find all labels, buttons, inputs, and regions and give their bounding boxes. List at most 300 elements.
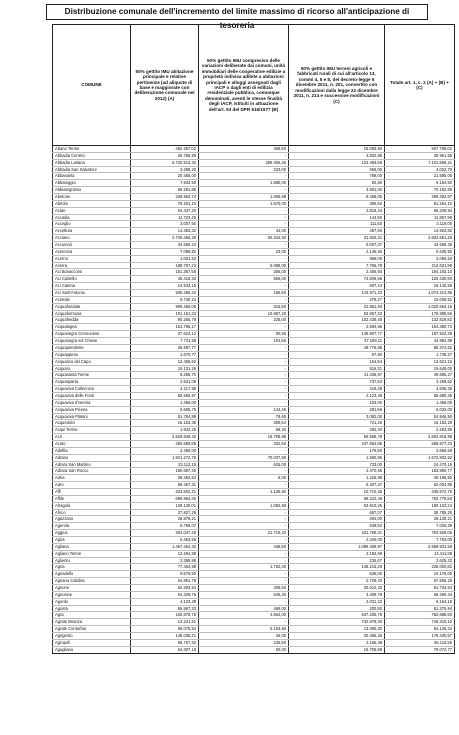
total-cell: 7.101.659,21: [385, 159, 455, 166]
total-cell: 4.636,36: [385, 386, 455, 393]
total-cell: 2.832.651,26: [385, 235, 455, 242]
comune-cell: Abbateggio: [53, 180, 131, 187]
table-row: [53, 262, 455, 269]
comune-cell: Agrate Brianza: [53, 619, 131, 626]
col-c-cell: 8.458,00: [289, 194, 385, 201]
table-row: [53, 317, 455, 324]
col-b-cell: 286.406,36: [199, 159, 289, 166]
col-a-cell: 36.597,77: [131, 344, 199, 351]
col-b-cell: -: [199, 372, 289, 379]
col-c-cell: 30.456,26: [289, 633, 385, 640]
header-total: Totale art. 1, c. 2 (A) + (B) + (C): [385, 25, 455, 146]
col-a-cell: 12.294,88: [131, 550, 199, 557]
comune-cell: Affi: [53, 488, 131, 495]
table-row: [53, 392, 455, 399]
col-b-cell: -: [199, 173, 289, 180]
total-cell: 10.176,00: [385, 571, 455, 578]
comune-cell: Abetone: [53, 194, 131, 201]
col-b-cell: -: [199, 207, 289, 214]
col-a-cell: 23.112,15: [131, 461, 199, 468]
col-c-cell: 2.818,44: [289, 207, 385, 214]
table-row: [53, 344, 455, 351]
col-a-cell: 29.755,98: [131, 152, 199, 159]
col-a-cell: 6.720.513,32: [131, 159, 199, 166]
comune-cell: Abbiategrasso: [53, 187, 131, 194]
col-a-cell: 908.485,05: [131, 303, 199, 310]
total-cell: 1.459,00: [385, 399, 455, 406]
comune-cell: Agropoli: [53, 639, 131, 646]
comune-cell: Agira: [53, 536, 131, 543]
comune-cell: Acireale: [53, 296, 131, 303]
col-a-cell: 101.151,33: [131, 310, 199, 317]
total-cell: 132.829,82: [385, 317, 455, 324]
total-cell: 3.268,62: [385, 379, 455, 386]
total-cell: 70.182,85: [385, 187, 455, 194]
comune-cell: Aci Castello: [53, 276, 131, 283]
col-a-cell: 696.984,36: [131, 495, 199, 502]
col-c-cell: 68.222,49: [289, 495, 385, 502]
col-c-cell: 236,67: [289, 557, 385, 564]
col-b-cell: 21.715,42: [199, 530, 289, 537]
col-a-cell: 4.217,95: [131, 386, 199, 393]
col-c-cell: 968,00: [289, 255, 385, 262]
col-b-cell: 70.037,50: [199, 454, 289, 461]
col-a-cell: 3.298,20: [131, 166, 199, 173]
col-c-cell: 737,53: [289, 379, 385, 386]
table-row: [53, 296, 455, 303]
col-c-cell: 281,66: [289, 406, 385, 413]
comune-cell: Abano Terme: [53, 146, 131, 153]
col-a-cell: 64.307,18: [131, 646, 199, 653]
table-row: [53, 536, 455, 543]
total-cell: 51.375,94: [385, 605, 455, 612]
col-c-cell: 10.710,25: [289, 488, 385, 495]
col-a-cell: 3.007,50: [131, 221, 199, 228]
col-c-cell: 637.205,78: [289, 612, 385, 619]
comune-cell: Accadia: [53, 214, 131, 221]
total-cell: 12.621,16: [385, 358, 455, 365]
comune-cell: Abbadia San Salvatore: [53, 166, 131, 173]
total-cell: 11.867,95: [385, 214, 455, 221]
col-a-cell: 83.555,97: [131, 392, 199, 399]
col-b-cell: -: [199, 509, 289, 516]
col-a-cell: 189.767,23: [131, 262, 199, 269]
col-a-cell: 77.484,98: [131, 564, 199, 571]
col-a-cell: 59.467,31: [131, 482, 199, 489]
col-a-cell: 129.130,01: [131, 502, 199, 509]
col-b-cell: 368,50: [199, 146, 289, 153]
col-b-cell: -: [199, 221, 289, 228]
col-a-cell: 1.670,77: [131, 351, 199, 358]
table-row: [53, 303, 455, 310]
table-row: [53, 509, 455, 516]
col-a-cell: 301.047,48: [131, 530, 199, 537]
col-c-cell: 431.769,31: [289, 530, 385, 537]
col-b-cell: 104,55: [199, 338, 289, 345]
col-c-cell: 1.089.409,97: [289, 543, 385, 550]
col-c-cell: 144,50: [289, 214, 385, 221]
comune-cell: Affile: [53, 495, 131, 502]
total-cell: 15.140,58: [385, 283, 455, 290]
comune-cell: Aci Catena: [53, 283, 131, 290]
col-a-cell: 936.466,32: [131, 290, 199, 297]
col-a-cell: 6.759,07: [131, 523, 199, 530]
comune-cell: Acquaro: [53, 365, 131, 372]
col-c-cell: 111,50: [289, 221, 385, 228]
table-row: [53, 180, 455, 187]
col-a-cell: 4.123,39: [131, 598, 199, 605]
table-row: [53, 585, 455, 592]
col-b-cell: -: [199, 296, 289, 303]
table-row: [53, 413, 455, 420]
col-b-cell: 90,50: [199, 331, 289, 338]
col-a-cell: 2.528.848,32: [131, 434, 199, 441]
table-row: [53, 331, 455, 338]
col-a-cell: 14.392,32: [131, 228, 199, 235]
comune-cell: Aggius: [53, 530, 131, 537]
col-c-cell: 149.807,77: [289, 331, 385, 338]
comune-cell: Acciano: [53, 235, 131, 242]
total-cell: 213.631,96: [385, 262, 455, 269]
col-a-cell: 160.878,78: [131, 612, 199, 619]
table-row: [53, 427, 455, 434]
col-a-cell: 1.001,53: [131, 255, 199, 262]
table-row: [53, 283, 455, 290]
total-cell: 56.116,55: [385, 639, 455, 646]
col-b-cell: 306,00: [199, 269, 289, 276]
col-c-cell: 31.825,21: [289, 235, 385, 242]
col-a-cell: 62.303,54: [131, 585, 199, 592]
col-a-cell: 6.463,58: [131, 536, 199, 543]
col-a-cell: 34.666,24: [131, 242, 199, 249]
col-c-cell: 789,00: [289, 173, 385, 180]
col-a-cell: 7.095,82: [131, 248, 199, 255]
col-b-cell: 4.664,00: [199, 612, 289, 619]
col-b-cell: -: [199, 399, 289, 406]
total-cell: 29.130,21: [385, 516, 455, 523]
col-c-cell: 294,00: [289, 516, 385, 523]
total-cell: 120.430,90: [385, 276, 455, 283]
col-b-cell: 156,50: [199, 290, 289, 297]
col-a-cell: 20.456,00: [131, 173, 199, 180]
distribution-table: [52, 24, 455, 654]
total-cell: 178.430,97: [385, 633, 455, 640]
comune-cell: Acuto: [53, 440, 131, 447]
col-c-cell: 176,50: [289, 447, 385, 454]
col-a-cell: 492.257,02: [131, 146, 199, 153]
col-a-cell: 8.258,70: [131, 372, 199, 379]
comune-cell: Agerola: [53, 523, 131, 530]
total-cell: 369.302,97: [385, 194, 455, 201]
col-c-cell: 607,43: [289, 283, 385, 290]
col-b-cell: 315,50: [199, 303, 289, 310]
header-col-b: 50% gettito IMU compresivo delle variazioni deliberate dai comuni, unità immobiliari delle cooperative edilizie a proprietà indivisa adibite a abitazioni principali e alloggi assegnati dagli IACP o dagli enti di edilizia residenziale pubblica, comunque denominati, aventi le stesse finalità degli IACP, istituiti in attuazione dell'art. 93 del DPR 616/1977 (B): [199, 25, 289, 146]
col-c-cell: 49.776,85: [289, 344, 385, 351]
table-row: [53, 639, 455, 646]
col-b-cell: -: [199, 214, 289, 221]
comune-cell: Agugliano: [53, 646, 131, 653]
comune-cell: Agnadello: [53, 571, 131, 578]
col-b-cell: -: [199, 152, 289, 159]
table-row: [53, 447, 455, 454]
col-b-cell: -: [199, 619, 289, 626]
col-b-cell: 566,00: [199, 276, 289, 283]
total-cell: 38.785,25: [385, 509, 455, 516]
total-cell: 14.411,88: [385, 550, 455, 557]
comune-cell: Acerno: [53, 255, 131, 262]
total-cell: 4.022,70: [385, 166, 455, 173]
col-c-cell: 92,50: [289, 180, 385, 187]
total-cell: 40.195,92: [385, 475, 455, 482]
col-c-cell: 2.182,69: [289, 550, 385, 557]
total-cell: 2.625,33: [385, 557, 455, 564]
table-row: [53, 248, 455, 255]
table-row: [53, 214, 455, 221]
table-row: [53, 200, 455, 207]
comune-cell: Aci Sant'Antonio: [53, 290, 131, 297]
col-b-cell: 60.344,50: [199, 235, 289, 242]
col-a-cell: 28.878,21: [131, 516, 199, 523]
col-c-cell: 53.910,25: [289, 502, 385, 509]
table-row: [53, 420, 455, 427]
table-row: [53, 173, 455, 180]
col-c-cell: 2.594,56: [289, 324, 385, 331]
col-b-cell: -: [199, 536, 289, 543]
table-row: [53, 502, 455, 509]
col-a-cell: 69.075,54: [131, 626, 199, 633]
comune-cell: Acquappesa: [53, 351, 131, 358]
col-b-cell: 44,00: [199, 228, 289, 235]
col-b-cell: 625,00: [199, 461, 289, 468]
table-row: [53, 228, 455, 235]
col-b-cell: -: [199, 447, 289, 454]
col-b-cell: 16.708,88: [199, 434, 289, 441]
comune-cell: Afragola: [53, 502, 131, 509]
table-row: [53, 365, 455, 372]
total-cell: 183.986,77: [385, 468, 455, 475]
comune-cell: Acquapendente: [53, 344, 131, 351]
col-c-cell: 13.090,30: [289, 626, 385, 633]
comune-cell: Acquarica del Capo: [53, 358, 131, 365]
col-a-cell: 7.731,58: [131, 338, 199, 345]
comune-cell: Agnone: [53, 585, 131, 592]
col-a-cell: 12.456,62: [131, 358, 199, 365]
total-cell: 81.264,10: [385, 200, 455, 207]
total-cell: 792.776,83: [385, 495, 455, 502]
col-c-cell: 536,00: [289, 571, 385, 578]
comune-cell: Agnana Calabra: [53, 578, 131, 585]
total-cell: 81.734,64: [385, 585, 455, 592]
col-b-cell: 236,50: [199, 639, 289, 646]
comune-cell: Acerra: [53, 262, 131, 269]
table-row: [53, 619, 455, 626]
col-c-cell: 656,00: [289, 166, 385, 173]
total-cell: 746.315,10: [385, 619, 455, 626]
col-a-cell: 450.689,85: [131, 440, 199, 447]
total-cell: 507.709,02: [385, 146, 455, 153]
col-b-cell: -: [199, 495, 289, 502]
col-b-cell: -: [199, 482, 289, 489]
col-b-cell: 1.125,60: [199, 488, 289, 495]
col-b-cell: -: [199, 324, 289, 331]
table-row: [53, 351, 455, 358]
col-c-cell: 278,27: [289, 296, 385, 303]
col-c-cell: 237.554,88: [289, 440, 385, 447]
table-row: [53, 187, 455, 194]
total-cell: 228.000,82: [385, 564, 455, 571]
col-c-cell: 2.456,84: [289, 269, 385, 276]
col-c-cell: 3.082,00: [289, 413, 385, 420]
col-b-cell: 69,20: [199, 427, 289, 434]
col-c-cell: 123.493,69: [289, 159, 385, 166]
col-a-cell: 65.281,85: [131, 187, 199, 194]
col-c-cell: 639,52: [289, 523, 385, 530]
col-a-cell: 39.462,64: [131, 475, 199, 482]
col-c-cell: 418,39: [289, 386, 385, 393]
comune-cell: Acquaviva delle Fonti: [53, 392, 131, 399]
col-c-cell: 74.509,58: [289, 276, 385, 283]
header-col-c: 50% gettito IMU terreni agricoli e fabbricati rurali di cui all'articolo 13, commi 4, 5 e 8, del decreto-legge 6 dicembre 2011, n. 201, convertito con modificazioni dalla legge 22 dicembre 2011, n. 214 e successive modificazioni (C): [289, 25, 385, 146]
comune-cell: Acqui Terme: [53, 427, 131, 434]
table-row: [53, 461, 455, 468]
col-a-cell: 2.358,88: [131, 557, 199, 564]
comune-cell: Adria: [53, 475, 131, 482]
comune-cell: Acqualagna: [53, 324, 131, 331]
table-row: [53, 598, 455, 605]
col-b-cell: -: [199, 358, 289, 365]
table-header-row: [53, 25, 455, 146]
table-row: [53, 159, 455, 166]
table-row: [53, 221, 455, 228]
table-row: [53, 338, 455, 345]
col-b-cell: -: [199, 242, 289, 249]
total-cell: 335.672,70: [385, 488, 455, 495]
comune-cell: Acerenza: [53, 248, 131, 255]
col-a-cell: 64.329,76: [131, 591, 199, 598]
col-c-cell: 67,50: [289, 351, 385, 358]
document-title: Distribuzione comunale dell'incremento del limite massimo di ricorso all'anticipazione di tesoreria: [46, 4, 428, 20]
col-b-cell: 26,00: [199, 633, 289, 640]
table-row: [53, 612, 455, 619]
col-c-cell: 1.590,85: [289, 454, 385, 461]
table-row: [53, 152, 455, 159]
col-c-cell: 2.729,43: [289, 578, 385, 585]
col-c-cell: 1.226,88: [289, 475, 385, 482]
table-row: [53, 571, 455, 578]
col-c-cell: 7.796,78: [289, 262, 385, 269]
col-c-cell: 282,40: [289, 427, 385, 434]
col-b-cell: 144,45: [199, 406, 289, 413]
table-row: [53, 269, 455, 276]
total-cell: 65.349,94: [385, 207, 455, 214]
col-a-cell: 2.740.466,30: [131, 235, 199, 242]
comune-cell: Acquaviva Collecroce: [53, 386, 131, 393]
table-row: [53, 550, 455, 557]
col-a-cell: 37.827,29: [131, 509, 199, 516]
total-cell: 1.020.663,15: [385, 303, 455, 310]
comune-cell: Acquanegra sul Chiese: [53, 338, 131, 345]
col-a-cell: 5.605,75: [131, 406, 199, 413]
table-row: [53, 543, 455, 550]
total-cell: 24.470,15: [385, 461, 455, 468]
total-cell: 14.923,82: [385, 228, 455, 235]
table-row: [53, 399, 455, 406]
total-cell: 180.103,24: [385, 502, 455, 509]
col-c-cell: 516,31: [289, 365, 385, 372]
col-b-cell: 646,30: [199, 591, 289, 598]
comune-cell: Accettura: [53, 228, 131, 235]
col-a-cell: 64.851,78: [131, 578, 199, 585]
col-b-cell: 469,00: [199, 605, 289, 612]
table-row: [53, 468, 455, 475]
col-c-cell: 15.083,50: [289, 146, 385, 153]
col-a-cell: 16.153,36: [131, 420, 199, 427]
col-b-cell: 1.065,58: [199, 194, 289, 201]
total-cell: 164.390,73: [385, 324, 455, 331]
total-cell: 44.994,89: [385, 338, 455, 345]
col-a-cell: 13.231,51: [131, 619, 199, 626]
comune-cell: Abbadia Cerreto: [53, 152, 131, 159]
table-row: [53, 276, 455, 283]
col-c-cell: 487,50: [289, 228, 385, 235]
col-c-cell: 15.705,69: [289, 646, 385, 653]
col-c-cell: 721,26: [289, 420, 385, 427]
col-c-cell: 103,00: [289, 399, 385, 406]
table-row: [53, 290, 455, 297]
table-row: [53, 310, 455, 317]
total-cell: 2.602.815,98: [385, 434, 455, 441]
col-b-cell: -: [199, 187, 289, 194]
col-a-cell: 161.796,17: [131, 324, 199, 331]
table-row: [53, 146, 455, 153]
table-row: [53, 475, 455, 482]
comune-cell: Acquaviva Picena: [53, 406, 131, 413]
table-row: [53, 516, 455, 523]
col-b-cell: 5.088,00: [199, 262, 289, 269]
col-c-cell: 102.438,48: [289, 317, 385, 324]
table-row: [53, 578, 455, 585]
comune-cell: Abriola: [53, 200, 131, 207]
col-b-cell: 438,50: [199, 543, 289, 550]
col-b-cell: 6,00: [199, 475, 289, 482]
col-c-cell: 31.851,93: [289, 303, 385, 310]
col-c-cell: 2.146,50: [289, 248, 385, 255]
col-b-cell: -: [199, 255, 289, 262]
table-row: [53, 194, 455, 201]
col-a-cell: 1.942,25: [131, 427, 199, 434]
col-b-cell: -: [199, 283, 289, 290]
col-a-cell: 37.624,12: [131, 331, 199, 338]
table-row: [53, 454, 455, 461]
comune-cell: Adrano: [53, 454, 131, 461]
table-row: [53, 386, 455, 393]
total-cell: 752.688,50: [385, 612, 455, 619]
col-b-cell: -: [199, 523, 289, 530]
col-c-cell: 56.558,79: [289, 434, 385, 441]
col-a-cell: 9.730,24: [131, 296, 199, 303]
table-body: [53, 146, 455, 654]
col-b-cell: -: [199, 598, 289, 605]
col-b-cell: -: [199, 344, 289, 351]
col-c-cell: 2.470,65: [289, 468, 385, 475]
col-a-cell: 56.597,33: [131, 605, 199, 612]
comune-cell: Agna: [53, 564, 131, 571]
total-cell: 2.293,95: [385, 427, 455, 434]
col-b-cell: -: [199, 550, 289, 557]
table-row: [53, 495, 455, 502]
comune-cell: Agrigento: [53, 633, 131, 640]
col-c-cell: 63.867,23: [289, 310, 385, 317]
